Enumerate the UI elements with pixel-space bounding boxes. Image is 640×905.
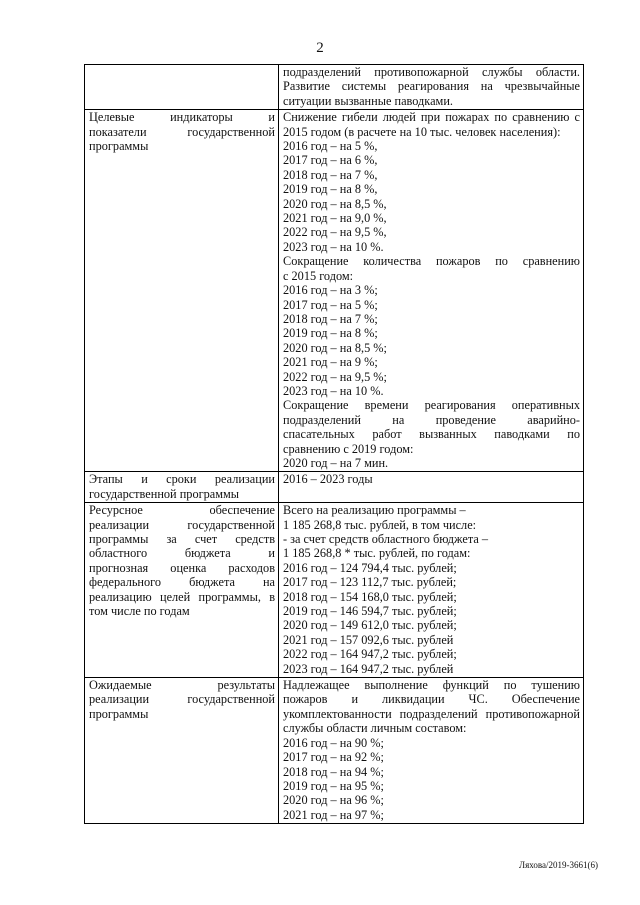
text-line: 2016 – 2023 годы (283, 472, 373, 487)
table-row (85, 65, 584, 110)
program-passport-table (84, 64, 584, 824)
text-line: программы (89, 706, 149, 721)
row-content-cell (279, 110, 584, 472)
text-line: 2016 год – 124 794,4 тыс. рублей; (283, 560, 457, 575)
document-code: Ляхова/2019-3661(6) (518, 860, 598, 870)
text-line: 2018 год – на 94 %; (283, 764, 384, 779)
text-line: 2020 год – на 7 мин. (283, 455, 389, 470)
text-line: 2021 год – на 9,0 %, (283, 211, 387, 226)
text-line: реализацию целей программы, в (89, 589, 275, 604)
row-label-cell (85, 65, 279, 110)
text-line: программы за счет средств (89, 532, 275, 546)
text-line: Ресурсное обеспечение (89, 503, 275, 518)
text-line: Целевые индикаторы и (89, 110, 275, 125)
text-line: 2020 год – на 8,5 %; (283, 340, 387, 355)
text-line: 2017 год – на 6 %, (283, 153, 378, 168)
row-label-cell (85, 503, 279, 678)
text-line: программы (89, 139, 149, 154)
text-line: 2019 год – 146 594,7 тыс. рублей; (283, 604, 457, 619)
text-line: сравнению с 2019 годом: (283, 441, 414, 456)
text-line: 2019 год – на 95 %; (283, 778, 384, 793)
text-line: 2017 год – 123 112,7 тыс. рублей; (283, 575, 457, 590)
text-line: 2020 год – на 8,5 %, (283, 196, 387, 211)
text-line: 2019 год – на 8 %; (283, 326, 378, 341)
text-line: пожаров и ликвидации ЧС. Обеспечение (283, 692, 580, 707)
text-line: Снижение гибели людей при пожарах по сравнению с (283, 110, 580, 125)
row-label-cell (85, 110, 279, 472)
row-content-cell (279, 472, 584, 503)
text-line: 2017 год – на 92 %; (283, 750, 384, 765)
text-line: Надлежащее выполнение функций по тушению (283, 678, 580, 693)
table-row (85, 110, 584, 472)
text-line: 2022 год – на 9,5 %, (283, 225, 387, 240)
text-line: укомплектованности подразделений противопожарной (283, 706, 580, 721)
text-line: 2018 год – 154 168,0 тыс. рублей; (283, 589, 457, 604)
row-content-cell (279, 503, 584, 678)
text-line: 2023 год – на 10 %. (283, 239, 384, 254)
text-line: службы области личным составом: (283, 721, 467, 736)
text-line: том числе по годам (89, 604, 190, 619)
text-line: Развитие системы реагирования на чрезвычайные (283, 79, 580, 94)
table-row (85, 503, 584, 678)
text-line: подразделений на проведение аварийно- (283, 412, 580, 427)
table-body (85, 65, 584, 824)
text-line: 2018 год – на 7 %, (283, 167, 378, 182)
text-line: 2022 год – на 9,5 %; (283, 369, 387, 384)
text-line: спасательных работ вызванных паводками по (283, 427, 580, 442)
text-line: 2019 год – на 8 %, (283, 182, 378, 197)
text-line: 2016 год – на 5 %, (283, 139, 378, 154)
text-line: государственной программы (89, 486, 240, 501)
text-line: областного бюджета и (89, 546, 275, 561)
text-line: Сокращение количества пожаров по сравнению (283, 254, 580, 269)
text-line: 2016 год – на 90 %; (283, 735, 384, 750)
text-line: 2021 год – 157 092,6 тыс. рублей (283, 632, 454, 647)
text-line: 1 185 268,8 тыс. рублей, в том числе: (283, 517, 477, 532)
text-line: - за счет средств областного бюджета – (283, 532, 489, 546)
text-line: 2017 год – на 5 %; (283, 297, 378, 312)
text-line: 2022 год – 164 947,2 тыс. рублей; (283, 647, 457, 662)
text-line: Ожидаемые результаты (89, 678, 275, 693)
text-line: 2021 год – на 97 %; (283, 807, 384, 822)
row-label-cell (85, 678, 279, 824)
text-line: 2020 год – 149 612,0 тыс. рублей; (283, 618, 457, 633)
text-line: с 2015 годом: (283, 268, 354, 283)
text-line: показатели государственной (89, 124, 275, 139)
page-number: 2 (316, 40, 324, 56)
text-line: реализации государственной (89, 692, 275, 707)
text-line: 1 185 268,8 * тыс. рублей, по годам: (283, 546, 471, 561)
text-line: прогнозная оценка расходов (89, 560, 275, 575)
text-line: 2023 год – 164 947,2 тыс. рублей (283, 661, 454, 676)
text-line: подразделений противопожарной службы области. (283, 65, 580, 79)
row-content-cell (279, 678, 584, 824)
row-content-cell (279, 65, 584, 110)
table-row (85, 472, 584, 503)
text-line: Этапы и сроки реализации (89, 472, 275, 487)
text-line: 2018 год – на 7 %; (283, 311, 378, 326)
text-line: 2023 год – на 10 %. (283, 383, 384, 398)
text-line: Всего на реализацию программы – (283, 503, 466, 518)
text-line: федерального бюджета на (89, 575, 275, 590)
text-line: Сокращение времени реагирования оперативных (283, 398, 580, 413)
text-line: реализации государственной (89, 517, 275, 532)
table-row (85, 678, 584, 824)
row-label-cell (85, 472, 279, 503)
text-line: 2015 годом (в расчете на 10 тыс. человек населения): (283, 124, 561, 139)
text-line: ситуации вызванные паводками. (283, 93, 453, 108)
text-line: 2020 год – на 96 %; (283, 793, 384, 808)
text-line: 2021 год – на 9 %; (283, 355, 378, 370)
text-line: 2016 год – на 3 %; (283, 283, 378, 298)
